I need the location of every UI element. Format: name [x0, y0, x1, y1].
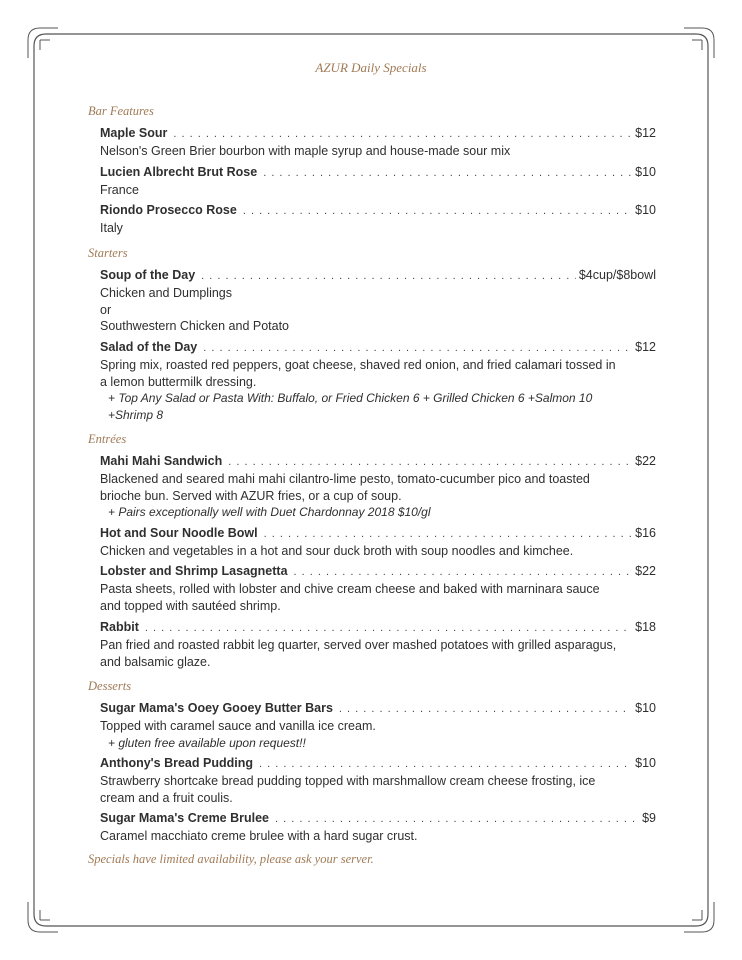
item-name: Salad of the Day: [100, 340, 198, 354]
item-description: Pasta sheets, rolled with lobster and chive cream cheese and baked with marninara sauce and topped with sautéed shrimp.: [100, 582, 600, 613]
item-name: Soup of the Day: [100, 268, 196, 282]
item-description: France: [100, 183, 139, 197]
menu-item-riondo-prosecco: [100, 203, 656, 237]
menu-item-mahi-mahi-sandwich: [100, 454, 656, 521]
item-name: Anthony's Bread Pudding: [100, 756, 253, 770]
item-name: Riondo Prosecco Rose: [100, 203, 237, 217]
section-heading-bar-features: Bar Features: [88, 104, 154, 118]
dot-leader: [173, 128, 632, 140]
menu-item-salad-of-the-day: [100, 340, 656, 423]
item-description: Caramel macchiato creme brulee with a hard sugar crust.: [100, 829, 418, 843]
item-description: Strawberry shortcake bread pudding topped with marshmallow cream cheese frosting, ice cream and a fruit coulis.: [100, 774, 596, 805]
dot-leader: [201, 270, 576, 282]
menu-item-hot-and-sour-noodle-bowl: [100, 526, 656, 560]
menu-item-ooey-gooey-butter-bars: [100, 701, 656, 751]
item-price: $10: [635, 165, 656, 179]
menu-title: AZUR Daily Specials: [315, 60, 427, 75]
item-price: $10: [635, 701, 656, 715]
item-description: Chicken and Dumplings or Southwestern Chicken and Potato: [100, 286, 290, 333]
section-heading-entrees: Entrées: [88, 432, 127, 446]
item-name: Sugar Mama's Ooey Gooey Butter Bars: [100, 701, 333, 715]
item-description: Pan fried and roasted rabbit leg quarter, served over mashed potatoes with grilled asparagus, and balsamic glaze.: [100, 638, 617, 669]
dot-leader: [228, 456, 632, 468]
item-price: $18: [635, 620, 656, 634]
item-price: $10: [635, 756, 656, 770]
item-description: Topped with caramel sauce and vanilla ice cream.: [100, 719, 376, 733]
item-price: $22: [635, 454, 656, 468]
section-heading-starters: Starters: [88, 246, 128, 260]
availability-note: Specials have limited availability, please ask your server.: [88, 852, 374, 866]
item-description: Chicken and vegetables in a hot and sour duck broth with soup noodles and kimchee.: [100, 544, 574, 558]
dot-leader: [203, 342, 632, 354]
dot-leader: [294, 566, 633, 578]
menu-item-soup-of-the-day: [100, 268, 656, 335]
dot-leader: [259, 758, 632, 770]
item-note: + Top Any Salad or Pasta With: Buffalo, or Fried Chicken 6 + Grilled Chicken 6 +Salmon 10 +Shrimp 8: [108, 391, 593, 422]
item-price: $12: [635, 340, 656, 354]
dot-leader: [263, 167, 632, 179]
item-name: Hot and Sour Noodle Bowl: [100, 526, 258, 540]
menu-item-anthonys-bread-pudding: [100, 756, 656, 806]
menu-item-lobster-and-shrimp-lasagnetta: [100, 564, 656, 614]
item-name: Sugar Mama's Creme Brulee: [100, 811, 270, 825]
item-name: Maple Sour: [100, 126, 168, 140]
dot-leader: [145, 622, 632, 634]
item-description: Italy: [100, 221, 123, 235]
item-name: Lucien Albrecht Brut Rose: [100, 165, 258, 179]
item-name: Mahi Mahi Sandwich: [100, 454, 223, 468]
item-description: Nelson's Green Brier bourbon with maple syrup and house-made sour mix: [100, 144, 511, 158]
item-price: $10: [635, 203, 656, 217]
dot-leader: [264, 528, 633, 540]
menu-item-maple-sour: [100, 126, 656, 160]
dot-leader: [339, 703, 632, 715]
item-price: $4cup/$8bowl: [578, 268, 656, 282]
item-price: $9: [642, 811, 656, 825]
section-heading-desserts: Desserts: [88, 679, 132, 693]
item-note: + Pairs exceptionally well with Duet Chardonnay 2018 $10/gl: [108, 505, 431, 519]
menu-item-lucien-albrecht: [100, 165, 656, 199]
item-name: Lobster and Shrimp Lasagnetta: [100, 564, 288, 578]
item-price: $16: [635, 526, 656, 540]
item-name: Rabbit: [100, 620, 139, 634]
item-description: Blackened and seared mahi mahi cilantro-lime pesto, tomato-cucumber pico and toasted brioche bun. Served with AZUR fries, or a cup of soup.: [100, 472, 590, 503]
item-description: Spring mix, roasted red peppers, goat cheese, shaved red onion, and fried calamari tossed in a lemon buttermilk dressing.: [100, 358, 616, 389]
item-note: + gluten free available upon request!!: [108, 735, 306, 750]
dot-leader: [243, 205, 632, 217]
menu-item-rabbit: [100, 620, 656, 670]
dot-leader: [275, 813, 639, 825]
menu-item-creme-brulee: [100, 811, 656, 845]
item-price: $12: [635, 126, 656, 140]
item-price: $22: [635, 564, 656, 578]
